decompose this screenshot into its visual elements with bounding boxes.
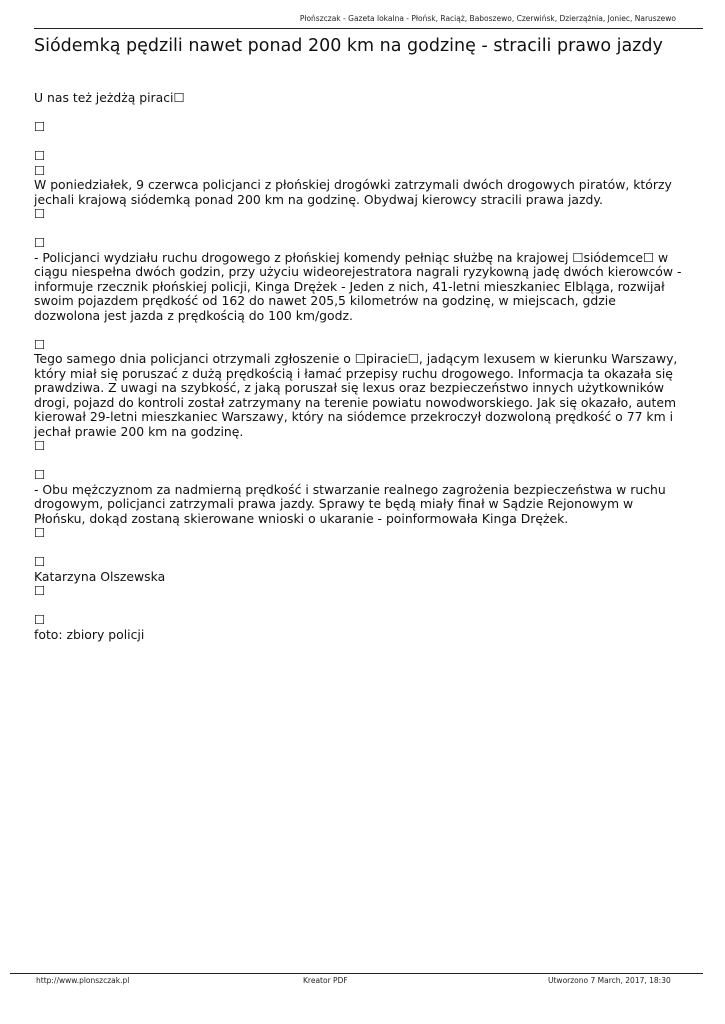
footer-generator: Kreator PDF: [303, 976, 348, 985]
missing-glyph-icon: [34, 119, 45, 134]
paragraph-text: , jadącym lexusem w kierunku Warszawy, który miał się poruszać z dużą prędkością i łamać przepisy ruchu drogowego. Informacja ta okazała się prawdziwa. Z uwagi na szybkość, z jaką poruszał się lexus oraz bezpieczeństwo innych użytkowników drogi, pojazd do kontroli został zatrzymany na terenie powiatu nowodworskiego. Jak się okazało, autem kierował 29-letni mieszkaniec Warszawy, który na siódemce przekroczył dozwoloną prędkość o 77 km i jechał prawie 200 km na godzinę.: [34, 351, 678, 439]
missing-glyph-icon: [408, 351, 419, 366]
missing-glyph-icon: [34, 612, 45, 627]
missing-glyph-icon: [572, 250, 583, 265]
photo-credit: foto: zbiory policji: [34, 626, 145, 642]
paragraph-lexus: [34, 352, 684, 439]
site-header: Płońszczak - Gazeta lokalna - Płońsk, Raciąż, Baboszewo, Czerwińsk, Dzierzążnia, Joniec, Naruszewo: [299, 14, 676, 23]
bottom-divider: [10, 973, 703, 974]
paragraph-text: siódemce: [583, 249, 643, 265]
article-body: [34, 91, 684, 642]
missing-glyph-icon: [34, 525, 45, 540]
missing-glyph-icon: [34, 235, 45, 250]
missing-glyph-icon: [34, 467, 45, 482]
missing-glyph-icon: [34, 554, 45, 569]
missing-glyph-icon: [34, 148, 45, 163]
missing-glyph-icon: [34, 163, 45, 178]
article-title: Siódemką pędzili nawet ponad 200 km na godzinę - stracili prawo jazdy: [34, 36, 663, 56]
missing-glyph-icon: [34, 337, 45, 352]
missing-glyph-icon: [34, 438, 45, 453]
missing-glyph-icon: [34, 206, 45, 221]
article-subtitle: [34, 91, 684, 106]
footer-created: Utworzono 7 March, 2017, 18:30: [548, 976, 671, 985]
article-author: Katarzyna Olszewska: [34, 568, 166, 584]
missing-glyph-icon: [174, 90, 185, 105]
paragraph-text: w ciągu niespełna dwóch godzin, przy użyciu wideorejestratora nagrali ryzykowną jadę dwóch kierowców - informuje rzecznik płońskiej policji, Kinga Drężek - Jeden z nich, 41-letni mieszkaniec Elbląga, rozwijał swoim pojazdem prędkość od 162 do nawet 205,5 kilometrów na godzinę, w miejscach, gdzie dozwolona jest jazda z prędkością do 100 km/godz.: [34, 249, 682, 323]
paragraph-police-statement: [34, 251, 684, 324]
paragraph-text: Tego samego dnia policjanci otrzymali zgłoszenie o: [34, 351, 355, 366]
paragraph-conclusion: - Obu mężczyznom za nadmierną prędkość i stwarzanie realnego zagrożenia bezpieczeństwa w ruchu drogowym, policjanci zatrzymali prawa jazdy. Sprawy te będą miały finał w Sądzie Rejonowym w Płońsku, dokąd zostaną skierowane wnioski o ukaranie - poinformowała Kinga Drężek.: [34, 481, 666, 526]
missing-glyph-icon: [643, 250, 654, 265]
footer-url[interactable]: http://www.plonszczak.pl: [36, 976, 130, 985]
missing-glyph-icon: [355, 351, 366, 366]
article-lead: W poniedziałek, 9 czerwca policjanci z płońskiej drogówki zatrzymali dwóch drogowych piratów, którzy jechali krajową siódemką ponad 200 km na godzinę. Obydwaj kierowcy stracili prawa jazdy.: [34, 177, 672, 207]
paragraph-text: piracie: [365, 351, 408, 366]
top-divider: [34, 28, 703, 29]
paragraph-text: - Policjanci wydziału ruchu drogowego z płońskiej komendy pełniąc służbę na krajowej: [34, 249, 573, 265]
subtitle-text: U nas też jeżdżą piraci: [34, 90, 174, 105]
missing-glyph-icon: [34, 583, 45, 598]
